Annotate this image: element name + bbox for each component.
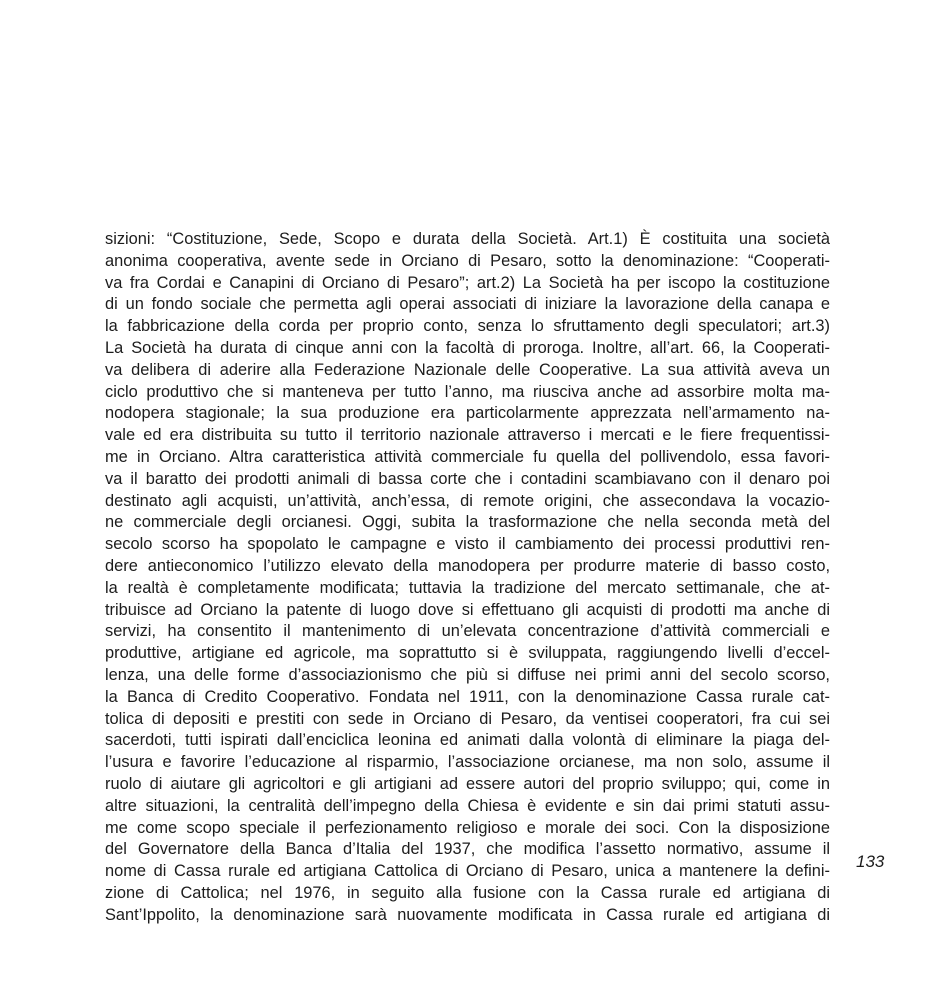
text-line: anonima cooperativa, avente sede in Orciano di Pesaro, sotto la denominazione: “Cooperati- bbox=[105, 251, 830, 270]
text-line: nome di Cassa rurale ed artigiana Cattolica di Orciano di Pesaro, unica a mantenere la defini- bbox=[105, 862, 830, 881]
text-line: produttive, artigiane ed agricole, ma soprattutto si è sviluppata, raggiungendo livelli d’eccel- bbox=[105, 644, 830, 663]
text-line: dere antieconomico l’utilizzo elevato della manodopera per produrre materie di basso costo, bbox=[105, 556, 830, 575]
text-line: del Governatore della Banca d’Italia del 1937, che modifica l’assetto normativo, assume il bbox=[105, 840, 830, 859]
text-line: servizi, ha consentito il mantenimento di un’elevata concentrazione d’attività commerciali e bbox=[105, 622, 830, 641]
text-line: nodopera stagionale; la sua produzione era particolarmente apprezzata nell’armamento na- bbox=[105, 404, 830, 423]
body-text bbox=[105, 229, 830, 927]
text-line: La Società ha durata di cinque anni con la facoltà di proroga. Inoltre, all’art. 66, la Cooperati- bbox=[105, 338, 830, 357]
text-line: sizioni: “Costituzione, Sede, Scopo e durata della Società. Art.1) È costituita una società bbox=[105, 230, 830, 248]
text-line: secolo scorso ha spopolato le campagne e visto il cambiamento dei processi produttivi ren- bbox=[105, 535, 830, 554]
text-line: destinato agli acquisti, un’attività, anch’essa, di remote origini, che assecondava la vocazio- bbox=[105, 491, 830, 510]
text-line: vale ed era distribuita su tutto il territorio nazionale attraverso i mercati e le fiere frequentissi- bbox=[105, 426, 830, 445]
text-line: la Banca di Credito Cooperativo. Fondata nel 1911, con la denominazione Cassa rurale cat- bbox=[105, 687, 830, 706]
text-line: zione di Cattolica; nel 1976, in seguito alla fusione con la Cassa rurale ed artigiana di bbox=[105, 883, 830, 902]
text-line: va il baratto dei prodotti animali di bassa corte che i contadini scambiavano con il denaro poi bbox=[105, 469, 830, 488]
text-line: la realtà è completamente modificata; tuttavia la tradizione del mercato settimanale, che at- bbox=[105, 578, 830, 597]
text-line: ciclo produttivo che si manteneva per tutto l’anno, ma riusciva anche ad assorbire molta ma- bbox=[105, 382, 830, 401]
text-line: ruolo di aiutare gli agricoltori e gli artigiani ad essere autori del proprio sviluppo; qui, come in bbox=[105, 774, 830, 793]
text-line: tribuisce ad Orciano la patente di luogo dove si effettuano gli acquisti di prodotti ma anche di bbox=[105, 600, 830, 619]
text-line: va delibera di aderire alla Federazione Nazionale delle Cooperative. La sua attività aveva un bbox=[105, 360, 830, 379]
text-line: l’usura e favorire l’educazione al risparmio, l’associazione orcianese, ma non solo, assume il bbox=[105, 753, 830, 772]
text-line: lenza, una delle forme d’associazionismo che più si diffuse nei primi anni del secolo scorso, bbox=[105, 665, 830, 684]
text-line: di un fondo sociale che permetta agli operai associati di iniziare la lavorazione della canapa e bbox=[105, 295, 830, 314]
text-line: la fabbricazione della corda per proprio conto, senza lo sfruttamento degli speculatori; art.3) bbox=[105, 317, 830, 336]
text-line: Sant’Ippolito, la denominazione sarà nuovamente modificata in Cassa rurale ed artigiana di bbox=[105, 905, 830, 924]
text-line: tolica di depositi e prestiti con sede in Orciano di Pesaro, da ventisei cooperatori, fra cui sei bbox=[105, 709, 830, 728]
text-line: ne commerciale degli orcianesi. Oggi, subita la trasformazione che nella seconda metà del bbox=[105, 513, 830, 532]
page-number: 133 bbox=[856, 852, 885, 871]
text-line: va fra Cordai e Canapini di Orciano di Pesaro”; art.2) La Società ha per iscopo la costituzione bbox=[105, 273, 830, 292]
text-line: me in Orciano. Altra caratteristica attività commerciale fu quella del pollivendolo, essa favori- bbox=[105, 447, 830, 466]
text-line: altre situazioni, la centralità dell’impegno della Chiesa è evidente e sin dai primi statuti assu- bbox=[105, 796, 830, 815]
text-line: sacerdoti, tutti ispirati dall’enciclica leonina ed animati dalla volontà di eliminare la piaga del- bbox=[105, 731, 830, 750]
text-line: me come scopo speciale il perfezionamento religioso e morale dei soci. Con la disposizione bbox=[105, 818, 830, 837]
